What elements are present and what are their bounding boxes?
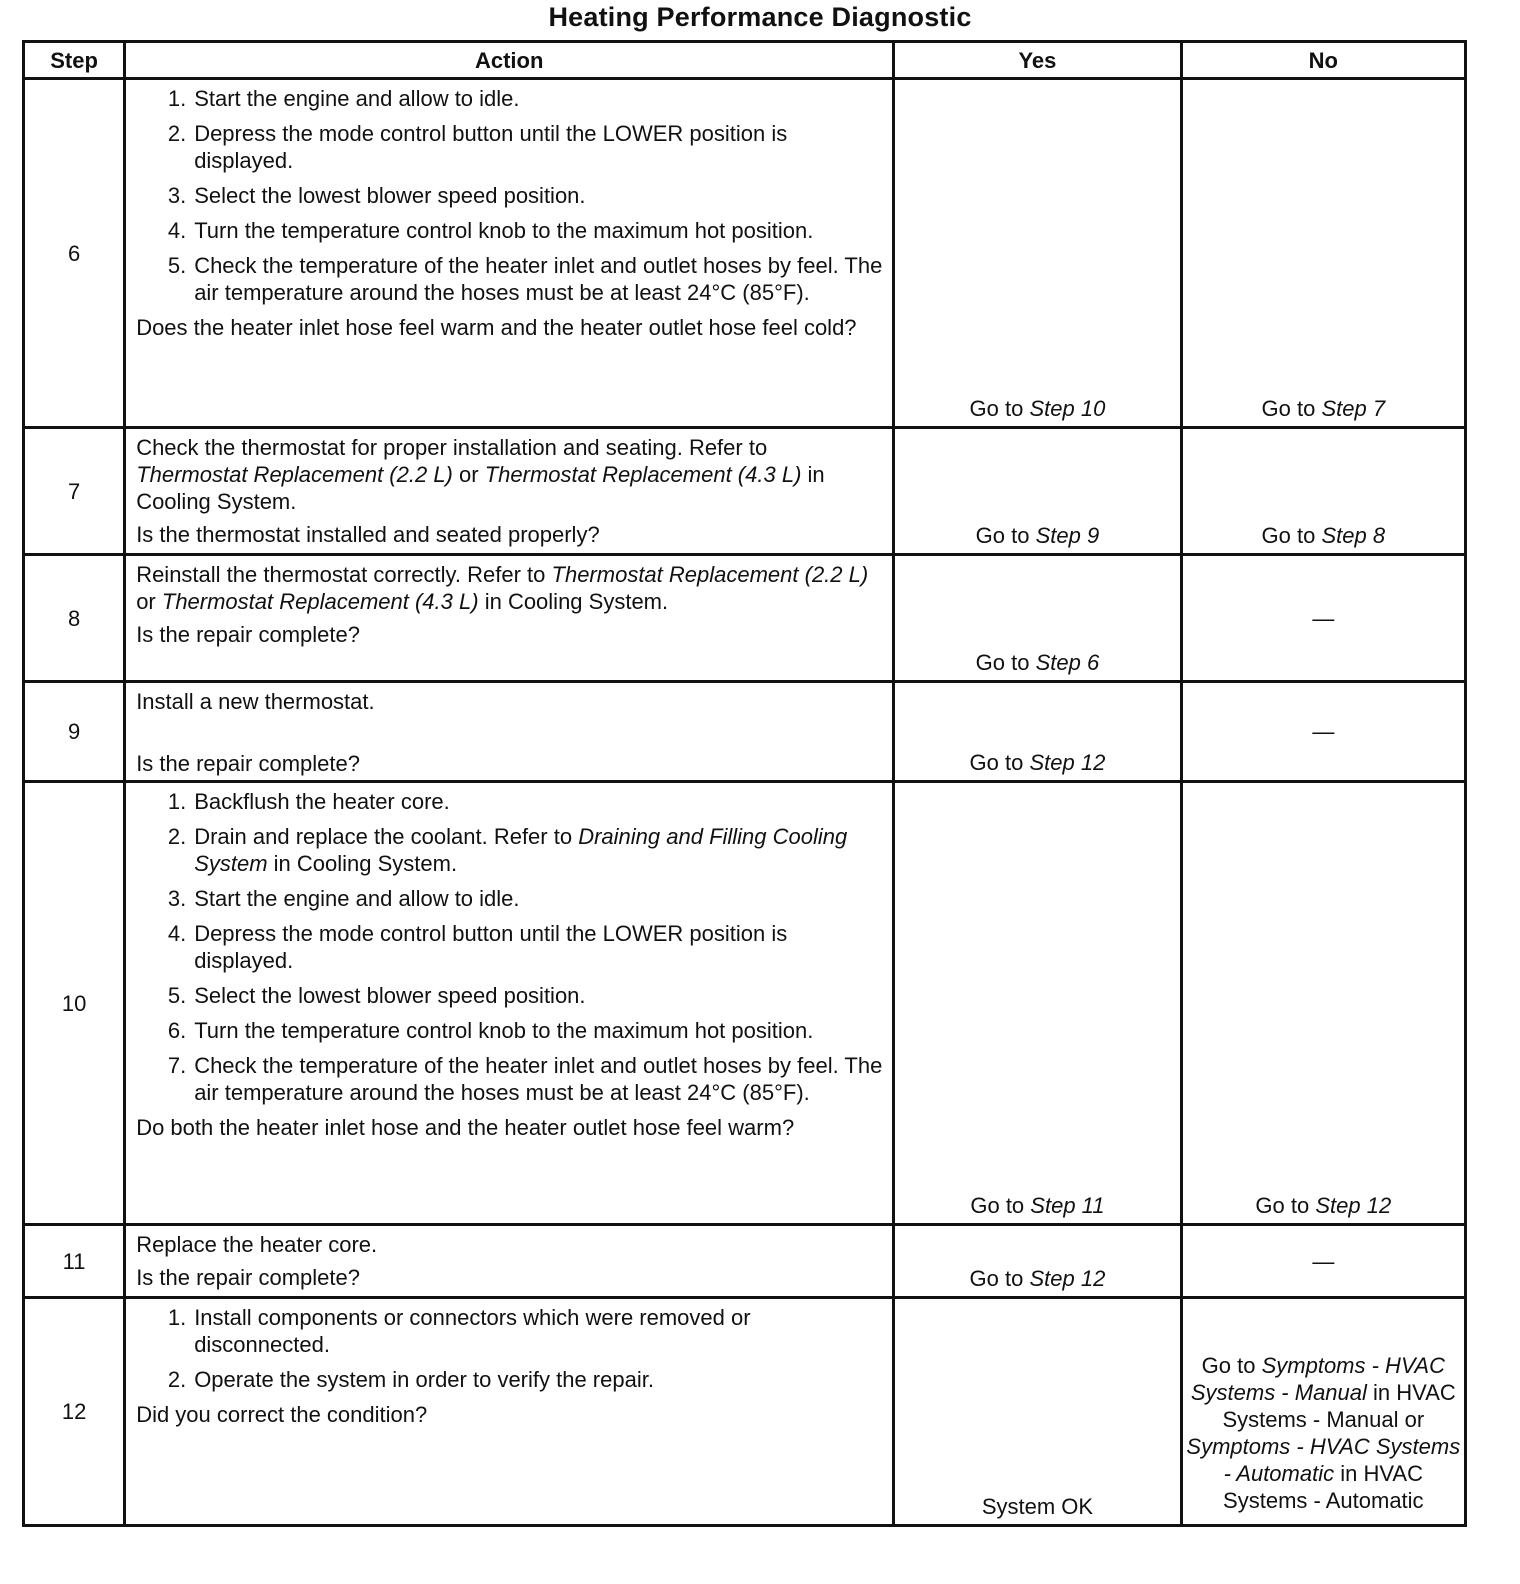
no-cell [1181,79,1465,428]
table-row [24,1298,1466,1526]
diagnostic-table [22,40,1467,1527]
table-row [24,782,1466,1225]
action-text: Install a new thermostat. [136,689,375,714]
action-text: Replace the heater core. [136,1232,378,1257]
question-text: Is the repair complete? [136,1265,360,1290]
list-item [136,885,884,912]
question-text: Is the thermostat installed and seated properly? [136,522,600,547]
step-number: 9 [24,682,125,782]
goto-label: Go to [969,396,1024,421]
action-cell [125,682,894,782]
yes-cell [894,79,1181,428]
no-cell [1181,682,1465,782]
item-number: 5. [167,983,187,1008]
text-segment: in HVAC Systems - Automatic [1223,1461,1424,1513]
spacer [136,721,884,750]
list-item [136,982,884,1009]
no-cell [1181,1298,1465,1526]
header-no: No [1181,42,1465,79]
table-row [24,79,1466,428]
item-number: 5. [167,253,187,278]
goto-label: Go to [1261,523,1316,548]
item-number: 2. [167,121,187,146]
step-number: 8 [24,555,125,682]
goto-label: Go to [969,750,1024,775]
question-text: Do both the heater inlet hose and the heater outlet hose feel warm? [136,1115,795,1140]
step-number: 11 [24,1225,125,1298]
table-row [24,555,1466,682]
header-action: Action [125,42,894,79]
table-header-row [24,42,1466,79]
header-yes: Yes [894,42,1181,79]
reference-link[interactable]: Thermostat Replacement (2.2 L) [551,562,869,587]
yes-cell [894,555,1181,682]
action-cell [125,1225,894,1298]
step-link[interactable]: Step 7 [1321,396,1386,421]
action-list [136,1304,884,1393]
item-number: 6. [167,1018,187,1043]
item-text: Turn the temperature control knob to the maximum hot position. [194,1018,814,1043]
action-list [136,788,884,1106]
item-number: 3. [167,886,187,911]
item-text: Select the lowest blower speed position. [194,183,586,208]
item-text: Check the temperature of the heater inlet and outlet hoses by feel. The air temperature around the hoses must be at least 24°C (85°F). [194,1053,883,1105]
action-cell [125,1298,894,1526]
item-text: Check the temperature of the heater inlet and outlet hoses by feel. The air temperature around the hoses must be at least 24°C (85°F). [194,253,883,305]
text-segment: in Cooling System. [136,462,825,514]
yes-cell [894,428,1181,555]
question-text: Is the repair complete? [136,751,360,776]
text-segment: in Cooling System. [273,851,458,876]
table-row [24,428,1466,555]
item-number: 1. [167,789,187,814]
goto-label: Go to [970,1193,1025,1218]
result-text: System OK [981,1494,1094,1519]
question-text: Did you correct the condition? [136,1402,428,1427]
step-number: 12 [24,1298,125,1526]
yes-cell [894,1225,1181,1298]
item-number: 3. [167,183,187,208]
item-number: 7. [167,1053,187,1078]
action-cell [125,428,894,555]
list-item [136,120,884,174]
yes-cell [894,682,1181,782]
step-link[interactable]: Step 11 [1030,1193,1105,1218]
list-item [136,823,884,877]
step-link[interactable]: Step 12 [1029,1266,1106,1291]
step-number: 10 [24,782,125,1225]
item-text [194,823,884,877]
step-link[interactable]: Step 8 [1321,523,1386,548]
item-text: Select the lowest blower speed position. [194,983,586,1008]
item-number: 1. [167,86,187,111]
no-cell [1181,782,1465,1225]
text-segment: Drain and replace the coolant. Refer to [194,824,573,849]
item-text: Turn the temperature control knob to the maximum hot position. [194,218,814,243]
item-text: Start the engine and allow to idle. [194,886,520,911]
reference-link[interactable]: Symptoms - HVAC Systems - Manual [1190,1353,1445,1405]
list-item [136,1017,884,1044]
action-cell [125,555,894,682]
list-item [136,1304,884,1358]
text-segment: or [459,462,479,487]
list-item [136,788,884,815]
action-list [136,85,884,306]
yes-cell [894,782,1181,1225]
page-title: Heating Performance Diagnostic [548,2,972,32]
empty-dash: — [1312,1248,1335,1274]
reference-link[interactable]: Draining and Filling Cooling System [194,824,848,876]
goto-label: Go to [969,1266,1024,1291]
empty-dash: — [1312,719,1335,744]
empty-dash: — [1312,605,1335,631]
item-text: Operate the system in order to verify the repair. [194,1367,654,1392]
item-number: 2. [167,1367,187,1392]
item-text: Backflush the heater core. [194,789,450,814]
item-number: 2. [167,824,187,849]
text-segment: or [136,589,156,614]
list-item [136,217,884,244]
item-text: Start the engine and allow to idle. [194,86,520,111]
item-number: 1. [167,1305,187,1330]
step-link[interactable]: Step 12 [1029,750,1106,775]
goto-label: Go to [1201,1353,1256,1378]
no-reference-text [1183,1352,1464,1520]
text-segment: Check the thermostat for proper installation and seating. Refer to [136,435,768,460]
reference-link[interactable]: Thermostat Replacement (4.3 L) [161,589,479,614]
goto-label: Go to [975,650,1030,675]
text-segment: Reinstall the thermostat correctly. Refer to [136,562,546,587]
table-row [24,1225,1466,1298]
no-cell [1181,1225,1465,1298]
step-link[interactable]: Step 9 [1035,523,1100,548]
step-link[interactable]: Step 12 [1315,1193,1392,1218]
step-link[interactable]: Step 10 [1029,396,1106,421]
list-item [136,920,884,974]
step-number: 7 [24,428,125,555]
goto-label: Go to [1261,396,1316,421]
action-cell [125,79,894,428]
item-text: Depress the mode control button until the LOWER position is displayed. [194,921,788,973]
item-number: 4. [167,218,187,243]
yes-cell [894,1298,1181,1526]
item-number: 4. [167,921,187,946]
action-text [136,434,884,515]
reference-link[interactable]: Symptoms - HVAC Systems - Automatic [1186,1434,1461,1486]
no-cell [1181,428,1465,555]
list-item [136,1366,884,1393]
no-cell [1181,555,1465,682]
goto-label: Go to [1255,1193,1310,1218]
item-text: Depress the mode control button until the LOWER position is displayed. [194,121,788,173]
question-text: Is the repair complete? [136,622,360,647]
text-segment: or [1404,1407,1425,1432]
action-text [136,561,884,615]
list-item [136,85,884,112]
action-cell [125,782,894,1225]
text-segment: in HVAC Systems - Manual [1222,1380,1456,1432]
list-item [136,1052,884,1106]
step-link[interactable]: Step 6 [1035,650,1100,675]
table-row [24,682,1466,782]
reference-link[interactable]: Thermostat Replacement (4.3 L) [484,462,802,487]
header-step: Step [24,42,125,79]
goto-label: Go to [975,523,1030,548]
list-item [136,252,884,306]
question-text: Does the heater inlet hose feel warm and the heater outlet hose feel cold? [136,315,857,340]
reference-link[interactable]: Thermostat Replacement (2.2 L) [136,462,453,487]
text-segment: in Cooling System. [484,589,669,614]
step-number: 6 [24,79,125,428]
item-text: Install components or connectors which were removed or disconnected. [194,1305,751,1357]
list-item [136,182,884,209]
